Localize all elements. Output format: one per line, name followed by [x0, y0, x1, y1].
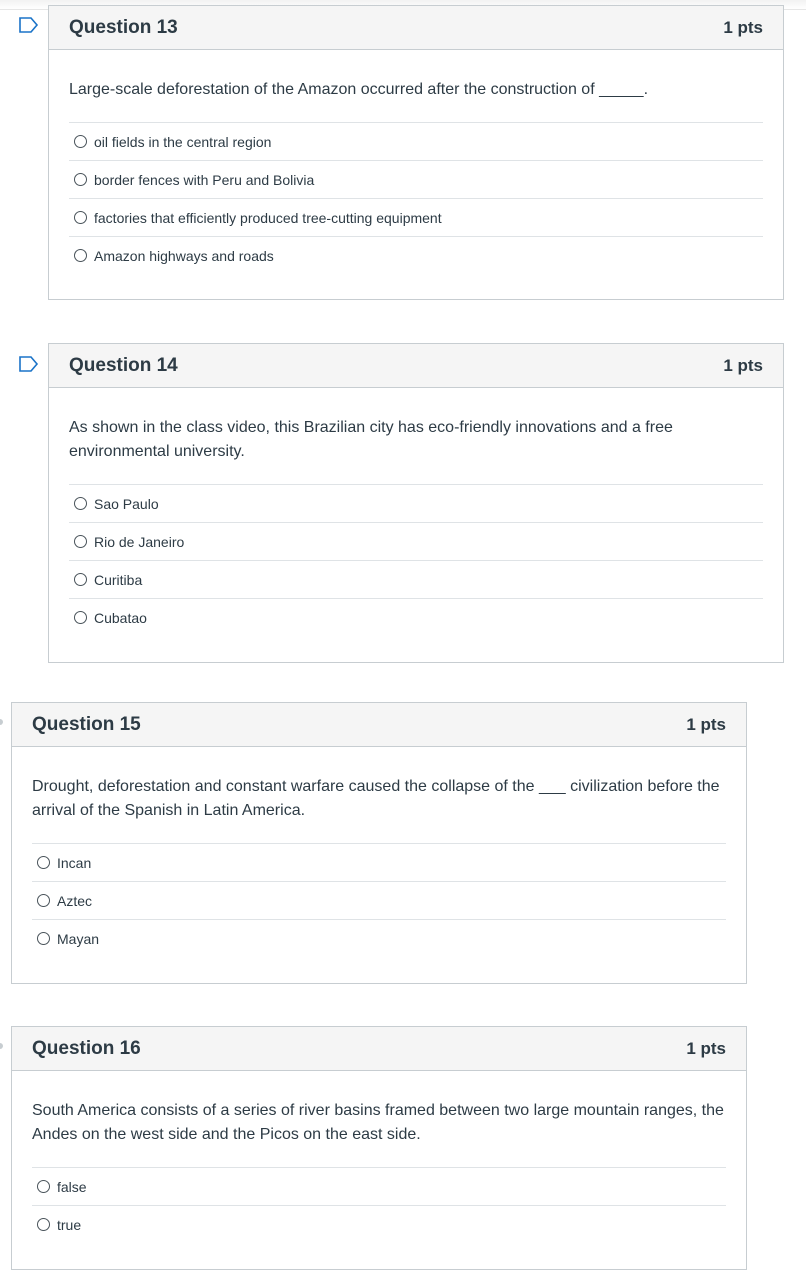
- answer-label: Amazon highways and roads: [94, 247, 274, 264]
- question-text: Drought, deforestation and constant warfare caused the collapse of the ___ civilization before the arrival of the Spanish in Latin America.: [32, 778, 720, 819]
- question-card: [48, 343, 784, 663]
- question-header: [12, 703, 746, 747]
- question-body: [49, 50, 783, 290]
- question-points: 1 pts: [686, 1038, 726, 1058]
- edge-marker-icon: [0, 719, 3, 725]
- radio-button[interactable]: [74, 211, 87, 224]
- answer-label: border fences with Peru and Bolivia: [94, 171, 315, 188]
- answer-list: [32, 1167, 726, 1243]
- radio-button[interactable]: [74, 135, 87, 148]
- radio-button[interactable]: [37, 932, 50, 945]
- flag-question-icon[interactable]: [19, 356, 37, 372]
- answer-option[interactable]: [69, 237, 763, 274]
- answer-label: false: [57, 1178, 87, 1195]
- radio-button[interactable]: [37, 1180, 50, 1193]
- question-points: 1 pts: [723, 17, 763, 37]
- question-text: South America consists of a series of river basins framed between two large mountain ranges, the Andes on the west side and the Picos on the east side.: [32, 1102, 724, 1143]
- question-card: [11, 702, 747, 984]
- answer-option[interactable]: [32, 1206, 726, 1243]
- answer-list: [32, 843, 726, 957]
- radio-button[interactable]: [74, 611, 87, 624]
- question-header: [49, 344, 783, 388]
- answer-label: true: [57, 1216, 82, 1233]
- answer-option[interactable]: [69, 161, 763, 199]
- question-header: [12, 1027, 746, 1071]
- answer-label: Cubatao: [94, 609, 147, 626]
- radio-button[interactable]: [74, 249, 87, 262]
- answer-label: factories that efficiently produced tree-cutting equipment: [94, 209, 442, 226]
- question-body: [49, 388, 783, 652]
- answer-option[interactable]: [32, 1168, 726, 1206]
- answer-label: Curitiba: [94, 571, 143, 588]
- question-body: [12, 1071, 746, 1259]
- question-card: [11, 1026, 747, 1270]
- question-points: 1 pts: [723, 355, 763, 375]
- answer-list: [69, 122, 763, 274]
- question-title: Question 13: [69, 16, 178, 38]
- question-text: As shown in the class video, this Brazilian city has eco-friendly innovations and a free environmental university.: [69, 419, 673, 460]
- question-text: Large-scale deforestation of the Amazon occurred after the construction of _____.: [69, 81, 649, 98]
- answer-label: Incan: [57, 854, 92, 871]
- radio-button[interactable]: [74, 497, 87, 510]
- question-card: [48, 5, 784, 300]
- answer-list: [69, 484, 763, 636]
- answer-option[interactable]: [69, 561, 763, 599]
- answer-label: Mayan: [57, 930, 100, 947]
- flag-question-icon[interactable]: [19, 17, 37, 33]
- answer-label: Rio de Janeiro: [94, 533, 185, 550]
- answer-option[interactable]: [32, 882, 726, 920]
- radio-button[interactable]: [37, 894, 50, 907]
- answer-label: Sao Paulo: [94, 495, 159, 512]
- question-body: [12, 747, 746, 973]
- answer-option[interactable]: [32, 920, 726, 957]
- answer-label: oil fields in the central region: [94, 133, 272, 150]
- radio-button[interactable]: [74, 535, 87, 548]
- radio-button[interactable]: [37, 1218, 50, 1231]
- answer-option[interactable]: [69, 599, 763, 636]
- question-header: [49, 6, 783, 50]
- question-title: Question 15: [32, 713, 141, 735]
- answer-option[interactable]: [69, 523, 763, 561]
- question-title: Question 16: [32, 1037, 141, 1059]
- answer-option[interactable]: [69, 485, 763, 523]
- question-points: 1 pts: [686, 714, 726, 734]
- answer-label: Aztec: [57, 892, 93, 909]
- answer-option[interactable]: [69, 199, 763, 237]
- radio-button[interactable]: [74, 573, 87, 586]
- answer-option[interactable]: [69, 123, 763, 161]
- radio-button[interactable]: [74, 173, 87, 186]
- edge-marker-icon: [0, 1043, 3, 1049]
- radio-button[interactable]: [37, 856, 50, 869]
- answer-option[interactable]: [32, 844, 726, 882]
- question-title: Question 14: [69, 354, 178, 376]
